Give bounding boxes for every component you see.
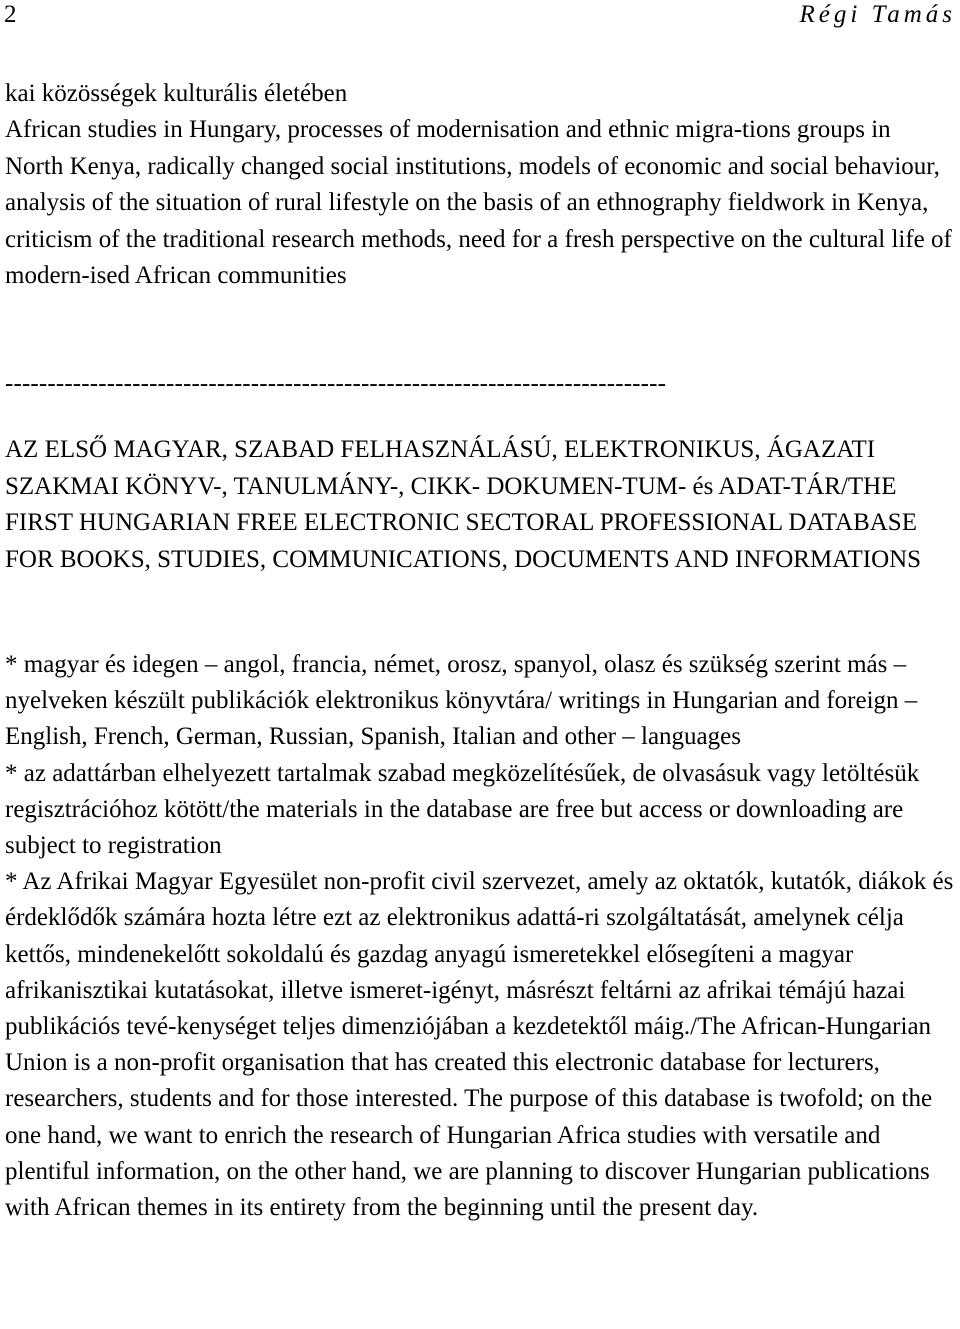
dashed-separator: ------------------------------------------------------------------------------	[5, 370, 667, 397]
notes-block	[5, 647, 955, 1226]
abstract-english: African studies in Hungary, processes of modernisation and ethnic migra-tions groups in North Kenya, radically changed social institutions, models of economic and social behaviour, analysis of the situation of rural lifestyle on the basis of an ethnography fieldwork in Kenya, criticism of the traditional research methods, need for a fresh perspective on the cultural life of modern-ised African communities	[5, 116, 952, 290]
note-union: * Az Afrikai Magyar Egyesület non-profit civil szervezet, amely az oktatók, kutatók, diákok és érdeklődők számára hozta létre ezt az elektronikus adattá-ri szolgáltatását, amelynek célja kettős, mindenekelőtt sokoldalú és gazdag anyagú ismeretekkel elősegíteni a magyar afrikanisztikai kutatásokat, illetve ismeret-igényt, másrészt feltárni az afrikai témájú hazai publikációs tevé-kenységet teljes dimenziójában a kezdetektől máig./The African-Hungarian Union is a non-profit organisation that has created this electronic database for lecturers, researchers, students and for those interested. The purpose of this database is twofold; on the one hand, we want to enrich the research of Hungarian Africa studies with versatile and plentiful information, on the other hand, we are planning to discover Hungarian publications with African themes in its entirety from the beginning until the present day.	[5, 868, 954, 1222]
abstract-block	[5, 76, 955, 294]
page-header	[0, 0, 960, 36]
abstract-hungarian-tail: kai közösségek kulturális életében	[5, 80, 348, 107]
running-head-author: Régi Tamás	[799, 1, 956, 28]
database-title: AZ ELSŐ MAGYAR, SZABAD FELHASZNÁLÁSÚ, ELEKTRONIKUS, ÁGAZATI SZAKMAI KÖNYV-, TANULMÁNY-, CIKK- DOKUMEN-TUM- és ADAT-TÁR/THE FIRST HUNGARIAN FREE ELECTRONIC SECTORAL PROFESSIONAL DATABASE FOR BOOKS, STUDIES, COMMUNICATIONS, DOCUMENTS AND INFORMATIONS	[5, 436, 922, 573]
database-title-block	[5, 432, 955, 578]
note-access: * az adattárban elhelyezett tartalmak szabad megközelítésűek, de olvasásuk vagy letöltésük regisztrációhoz kötött/the materials in the database are free but access or downloading are subject to registration	[5, 759, 920, 860]
note-languages: * magyar és idegen – angol, francia, német, orosz, spanyol, olasz és szükség szerint más – nyelveken készült publikációk elektronikus könyvtára/ writings in Hungarian and foreign – English, French, German, Russian, Spanish, Italian and other – languages	[5, 651, 918, 751]
page-number: 2	[4, 1, 17, 28]
